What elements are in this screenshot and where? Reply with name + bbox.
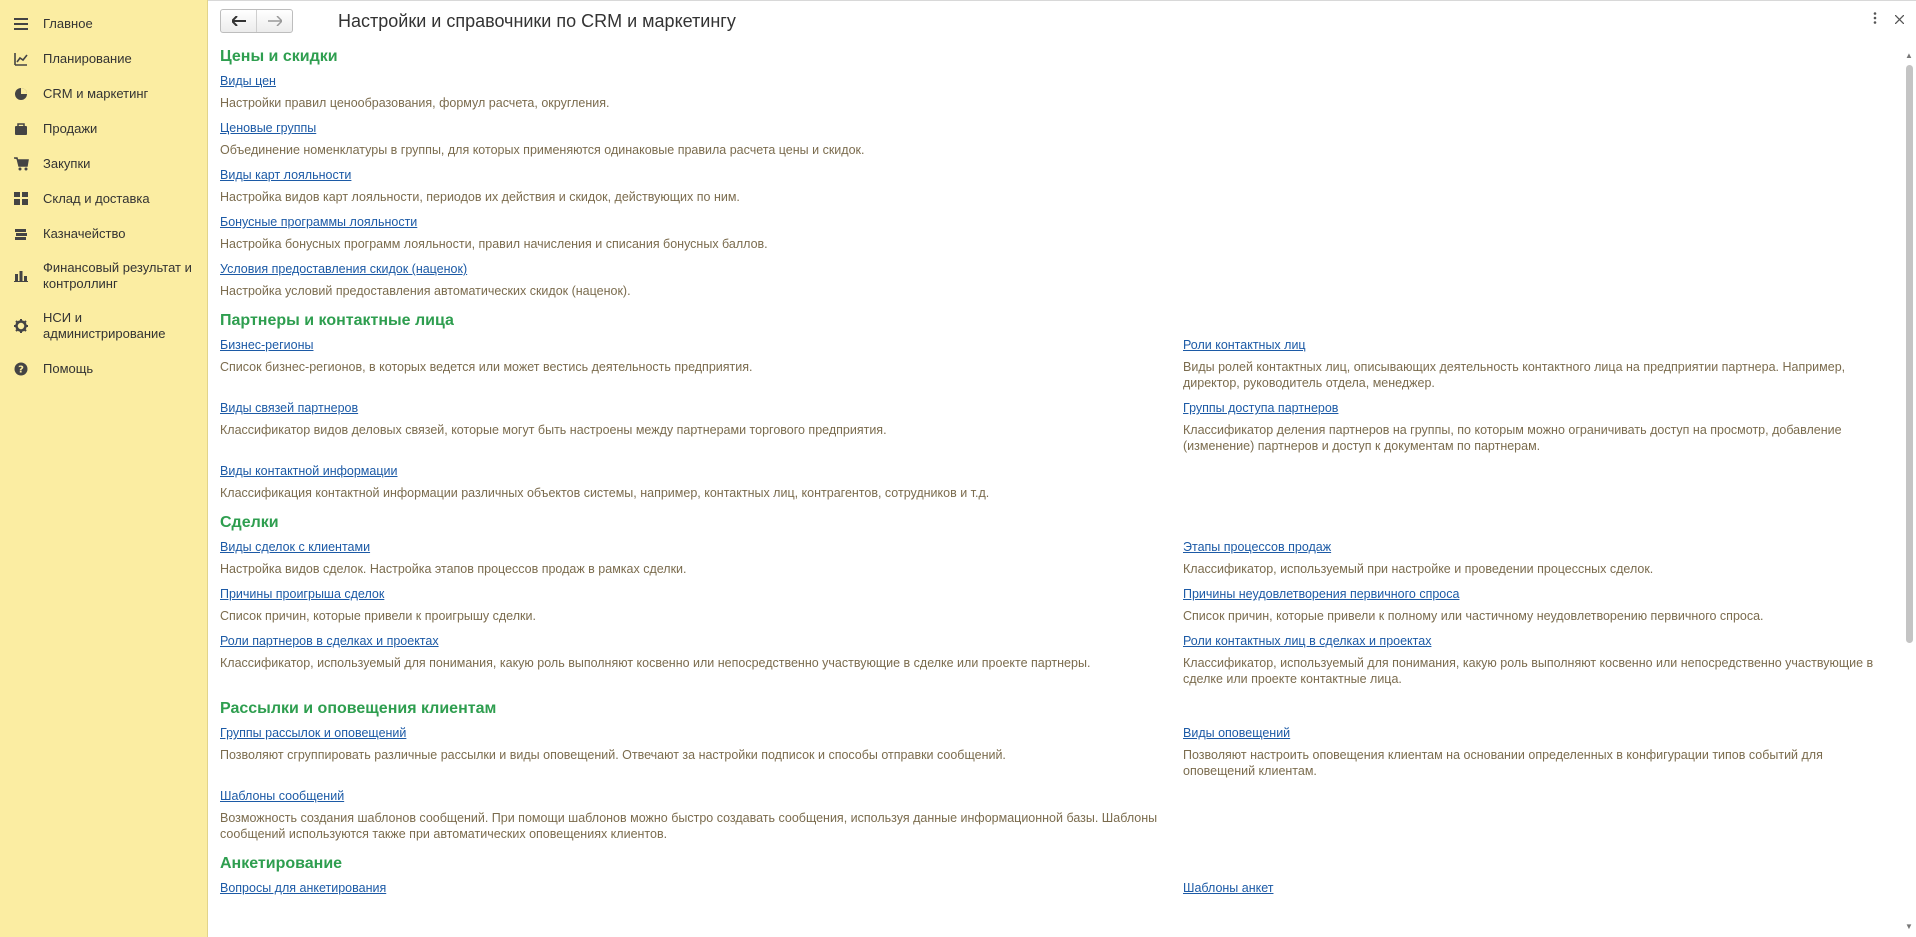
column-right xyxy=(1183,722,1905,848)
list-item xyxy=(220,460,1183,507)
help-icon xyxy=(13,361,29,377)
list-item xyxy=(1183,722,1905,785)
sidebar-item-label: Казначейство xyxy=(43,225,126,241)
scroll-up-icon[interactable]: ▲ xyxy=(1905,51,1913,60)
list-item xyxy=(220,258,1870,305)
column-left xyxy=(220,536,1183,693)
pie-chart-icon xyxy=(13,86,29,102)
link-unmet-demand-reasons[interactable]: Причины неудовлетворения первичного спроса xyxy=(1183,587,1460,601)
list-item xyxy=(1183,536,1905,583)
list-item xyxy=(220,722,1183,769)
list-item xyxy=(1183,334,1905,397)
planning-icon xyxy=(13,51,29,67)
item-description: Классификатор, используемый для понимания, какую роль выполняют косвенно или непосредственно участвующие в сделке или проекте партнеры. xyxy=(220,656,1091,670)
item-description: Позволяют настроить оповещения клиентам на основании определенных в конфигурации типов событий для оповещений клиентам. xyxy=(1183,748,1823,778)
item-description: Настройка видов сделок. Настройка этапов процессов продаж в рамках сделки. xyxy=(220,562,687,576)
sidebar-item-label: Главное xyxy=(43,15,93,31)
column-right xyxy=(1183,877,1905,903)
close-icon[interactable] xyxy=(1895,11,1904,27)
item-description: Объединение номенклатуры в группы, для которых применяются одинаковые правила расчета цены и скидок. xyxy=(220,143,865,157)
menu-icon xyxy=(13,16,29,32)
sidebar-item-warehouse[interactable] xyxy=(0,181,207,216)
coins-icon xyxy=(13,226,29,242)
item-description: Классификатор деления партнеров на группы, по которым можно ограничивать доступ на просмотр, добавление (изменение) партнеров и доступ к документам по партнерам. xyxy=(1183,423,1842,453)
sidebar-item-label: Финансовый результат и контроллинг xyxy=(43,260,192,291)
back-button[interactable] xyxy=(221,10,256,32)
list-item xyxy=(220,397,1183,444)
section-partners xyxy=(220,334,1870,507)
section-prices xyxy=(220,70,1870,305)
list-item xyxy=(220,334,1183,381)
cart-icon xyxy=(13,156,29,172)
section-title-partners: Партнеры и контактные лица xyxy=(220,312,454,329)
item-description: Настройка видов карт лояльности, периодов их действия и скидок, действующих по ним. xyxy=(220,190,740,204)
toolbar xyxy=(208,1,1916,41)
column-right xyxy=(1183,334,1905,507)
list-item xyxy=(220,630,1183,677)
item-description: Позволяют сгруппировать различные рассылки и виды оповещений. Отвечают за настройки подписок и способы отправки сообщений. xyxy=(220,748,1006,762)
link-sales-process-stages[interactable]: Этапы процессов продаж xyxy=(1183,540,1332,554)
bag-icon xyxy=(13,121,29,137)
item-description: Классификатор, используемый для понимания, какую роль выполняют косвенно или непосредственно участвующие в сделке или проекте контактные лица. xyxy=(1183,656,1874,686)
sidebar-item-help[interactable] xyxy=(0,351,207,386)
list-item xyxy=(220,211,1870,258)
window-actions xyxy=(1873,11,1904,27)
list-item xyxy=(220,164,1870,211)
sidebar-item-label: Склад и доставка xyxy=(43,190,150,206)
list-item xyxy=(220,117,1870,164)
item-description: Классификатор видов деловых связей, которые могут быть настроены между партнерами торгового предприятия. xyxy=(220,423,887,437)
section-title-mailings: Рассылки и оповещения клиентам xyxy=(220,700,497,717)
item-description: Настройки правил ценообразования, формул расчета, округления. xyxy=(220,96,610,110)
link-contact-info-types[interactable]: Виды контактной информации xyxy=(220,464,398,478)
list-item xyxy=(220,785,1183,848)
item-description: Список причин, которые привели к проигрышу сделки. xyxy=(220,609,536,623)
list-item xyxy=(1183,877,1905,903)
link-price-groups[interactable]: Ценовые группы xyxy=(220,121,317,135)
arrow-right-icon xyxy=(268,16,282,26)
gear-icon xyxy=(13,318,29,334)
column-right xyxy=(1183,536,1905,693)
vertical-scrollbar[interactable] xyxy=(1902,51,1916,931)
sidebar-item-label: Планирование xyxy=(43,50,132,66)
section-surveys xyxy=(220,877,1870,903)
sidebar-item-finance[interactable] xyxy=(0,251,207,301)
link-discount-conditions[interactable]: Условия предоставления скидок (наценок) xyxy=(220,262,468,276)
link-survey-questions[interactable]: Вопросы для анкетирования xyxy=(220,881,387,895)
link-contact-roles[interactable]: Роли контактных лиц xyxy=(1183,338,1306,352)
list-item xyxy=(220,583,1183,630)
list-item xyxy=(220,877,1183,903)
column-left xyxy=(220,722,1183,848)
sidebar-item-admin[interactable] xyxy=(0,301,207,351)
section-title-deals: Сделки xyxy=(220,514,279,531)
link-loyalty-card-types[interactable]: Виды карт лояльности xyxy=(220,168,352,182)
bar-chart-icon xyxy=(13,268,29,284)
link-deal-loss-reasons[interactable]: Причины проигрыша сделок xyxy=(220,587,385,601)
list-item xyxy=(1183,583,1905,630)
section-mailings xyxy=(220,722,1870,848)
item-description: Список причин, которые привели к полному или частичному неудовлетворению первичного спроса. xyxy=(1183,609,1764,623)
column-left xyxy=(220,334,1183,507)
sidebar-item-label: Продажи xyxy=(43,120,98,136)
svg-text:?: ? xyxy=(18,364,24,375)
sidebar-item-sales[interactable] xyxy=(0,111,207,146)
sidebar xyxy=(0,0,208,937)
forward-button[interactable] xyxy=(256,10,292,32)
list-item xyxy=(1183,630,1905,693)
sidebar-item-crm[interactable] xyxy=(0,76,207,111)
scroll-down-icon[interactable]: ▼ xyxy=(1905,922,1913,931)
link-partner-access-groups[interactable]: Группы доступа партнеров xyxy=(1183,401,1339,415)
scrollbar-thumb[interactable] xyxy=(1906,65,1913,643)
sidebar-item-purchases[interactable] xyxy=(0,146,207,181)
section-title-prices: Цены и скидки xyxy=(220,48,338,65)
sidebar-item-label: Помощь xyxy=(43,360,94,376)
item-description: Настройка бонусных программ лояльности, правил начисления и списания бонусных баллов. xyxy=(220,237,768,251)
link-partner-relation-types[interactable]: Виды связей партнеров xyxy=(220,401,359,415)
link-message-templates[interactable]: Шаблоны сообщений xyxy=(220,789,345,803)
warehouse-icon xyxy=(13,191,29,207)
link-price-types[interactable]: Виды цен xyxy=(220,74,276,88)
sidebar-item-label: CRM и маркетинг xyxy=(43,85,149,101)
list-item xyxy=(220,70,1870,117)
item-description: Классификация контактной информации различных объектов системы, например, контактных лиц, контрагентов, сотрудников и т.д. xyxy=(220,486,990,500)
link-business-regions[interactable]: Бизнес-регионы xyxy=(220,338,314,352)
section-deals xyxy=(220,536,1874,693)
item-description: Возможность создания шаблонов сообщений. При помощи шаблонов можно быстро создавать сообщения, используя данные информационной базы. Шаблоны сообщений используются также при автоматических оповещениях клиентов. xyxy=(220,811,1158,841)
sidebar-item-label: Закупки xyxy=(43,155,91,171)
page-title: Настройки и справочники по CRM и маркетингу xyxy=(338,10,736,31)
list-item xyxy=(1183,397,1905,460)
sidebar-item-treasury[interactable] xyxy=(0,216,207,251)
link-partner-roles-in-deals[interactable]: Роли партнеров в сделках и проектах xyxy=(220,634,439,648)
link-bonus-programs[interactable]: Бонусные программы лояльности xyxy=(220,215,418,229)
arrow-left-icon xyxy=(232,16,246,26)
link-notification-types[interactable]: Виды оповещений xyxy=(1183,726,1291,740)
link-deal-types[interactable]: Виды сделок с клиентами xyxy=(220,540,371,554)
column-left xyxy=(220,877,1183,903)
item-description: Список бизнес-регионов, в которых ведется или может вестись деятельность предприятия. xyxy=(220,360,753,374)
link-mailing-groups[interactable]: Группы рассылок и оповещений xyxy=(220,726,407,740)
sidebar-item-planning[interactable] xyxy=(0,41,207,76)
link-survey-templates[interactable]: Шаблоны анкет xyxy=(1183,881,1274,895)
section-title-surveys: Анкетирование xyxy=(220,855,343,872)
content-area xyxy=(208,41,1894,903)
list-item xyxy=(220,536,1183,583)
sidebar-item-label: НСИ и администрирование xyxy=(43,310,166,341)
more-options-icon[interactable] xyxy=(1873,11,1877,27)
item-description: Виды ролей контактных лиц, описывающих деятельность контактного лица на предприятии партнера. Например, директор, руководитель отдела, менеджер. xyxy=(1183,360,1846,390)
navigation-buttons xyxy=(220,9,293,33)
link-contact-roles-in-deals[interactable]: Роли контактных лиц в сделках и проектах xyxy=(1183,634,1432,648)
main-panel xyxy=(208,0,1916,937)
item-description: Классификатор, используемый при настройке и проведении процессных сделок. xyxy=(1183,562,1654,576)
sidebar-item-main[interactable] xyxy=(0,6,207,41)
item-description: Настройка условий предоставления автоматических скидок (наценок). xyxy=(220,284,631,298)
